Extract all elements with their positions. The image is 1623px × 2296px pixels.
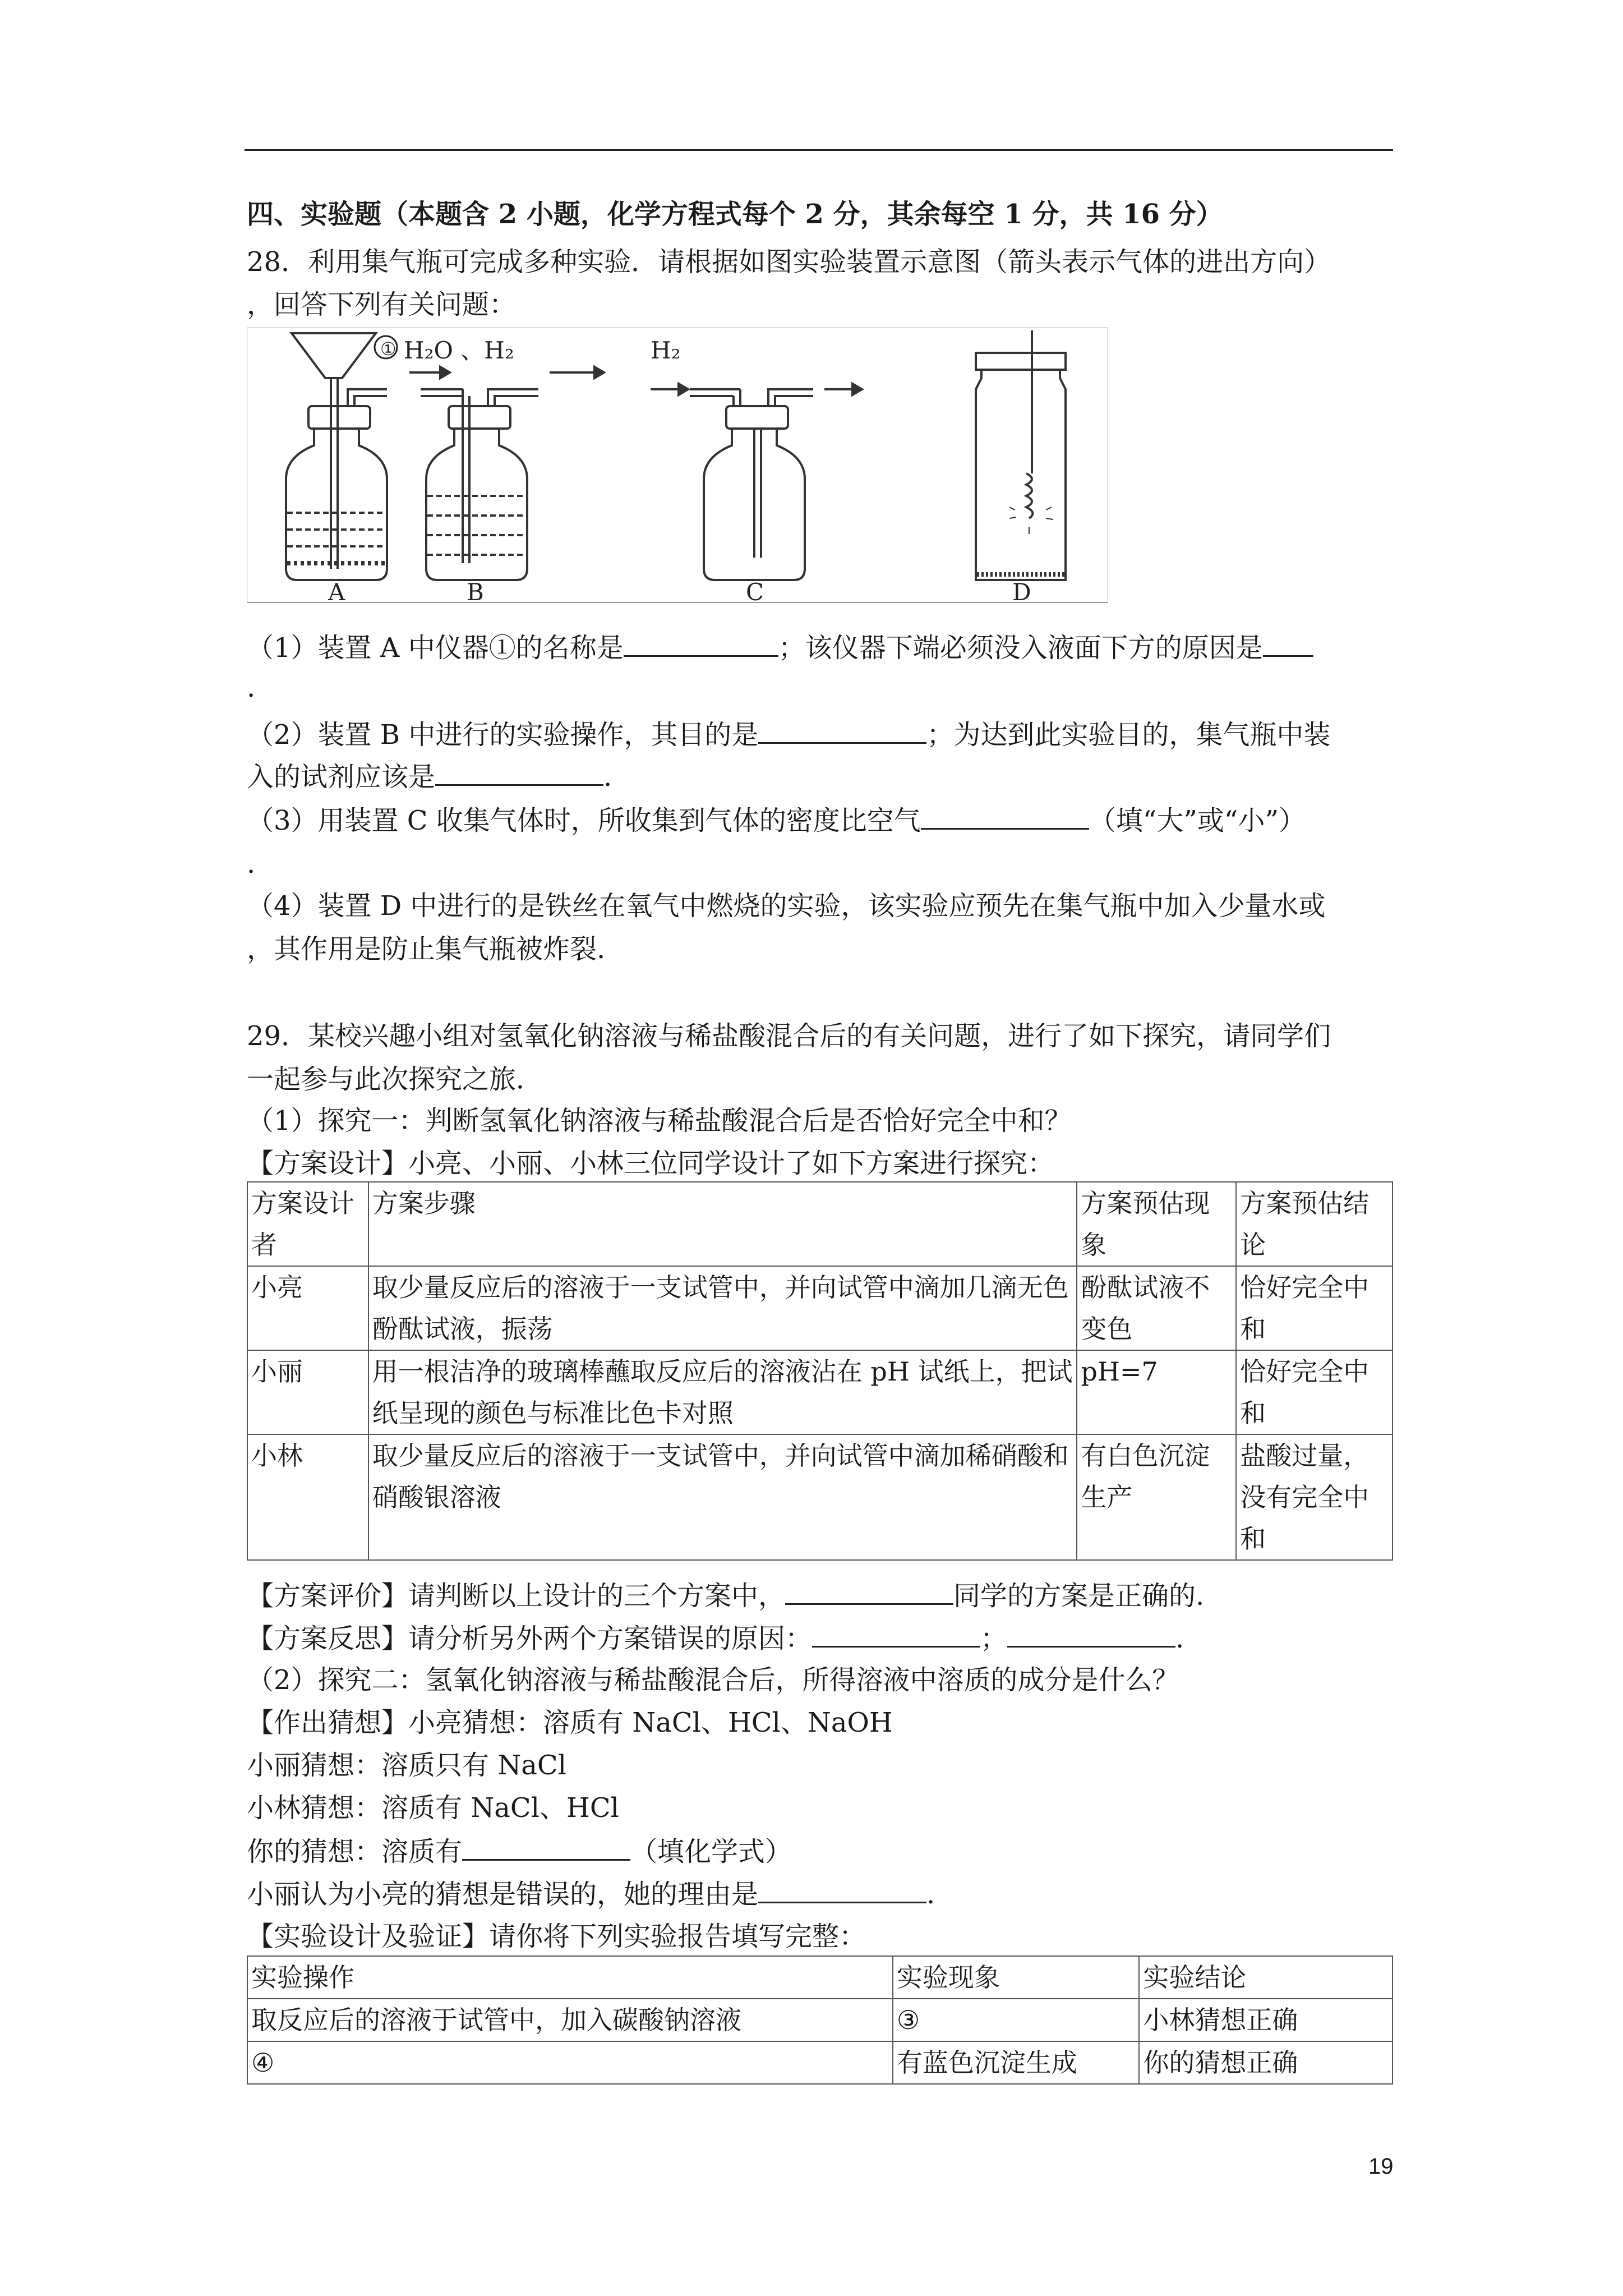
q28-stem-2: ，回答下列有关问题： xyxy=(247,289,517,320)
table-cell: 小亮 xyxy=(247,1266,368,1350)
apparatus-figure xyxy=(247,328,1108,606)
scheme-table xyxy=(247,1181,1393,1561)
answer-blank[interactable] xyxy=(1007,1621,1175,1648)
q28-part1-end: . xyxy=(247,672,256,703)
table-cell: 有蓝色沉淀生成 xyxy=(893,2041,1140,2084)
q29-guess4: 你的猜想：溶质有 （填化学式） xyxy=(247,1834,792,1869)
answer-blank[interactable] xyxy=(435,760,603,786)
q29-stem-2: 一起参与此次探究之旅． xyxy=(247,1064,543,1095)
q28-part3: （3）用装置 C 收集气体时，所收集到气体的密度比空气 （填“大”或“小”） xyxy=(247,803,1306,838)
q28-part1: （1）装置 A 中仪器①的名称是 ；该仪器下端必须没入液面下方的原因是 xyxy=(247,631,1313,665)
table-header-cell: 实验操作 xyxy=(247,1956,893,1999)
q29-reflection: 【方案反思】请分析另外两个方案错误的原因： ； . xyxy=(247,1621,1184,1655)
answer-blank[interactable] xyxy=(812,1621,980,1648)
answer-blank[interactable] xyxy=(785,1579,953,1605)
apparatus-drawing xyxy=(247,328,1108,606)
instrument-label: ① xyxy=(380,338,396,360)
label-d: D xyxy=(1012,578,1031,606)
q29-verify: 【实验设计及验证】请你将下列实验报告填写完整： xyxy=(247,1921,866,1952)
table-cell: 小丽 xyxy=(247,1350,368,1434)
label-c: C xyxy=(746,578,764,606)
q28-part2: （2）装置 B 中进行的实验操作，其目的是 ；为达到此实验目的，集气瓶中装 xyxy=(247,717,1330,752)
answer-blank[interactable] xyxy=(921,803,1089,830)
q29-inquiry1: （1）探究一：判断氢氧化钠溶液与稀盐酸混合后是否恰好完全中和？ xyxy=(247,1105,1072,1137)
answer-blank[interactable] xyxy=(1263,631,1313,657)
report-table xyxy=(247,1955,1393,2085)
table-header-cell: 方案预估结论 xyxy=(1236,1182,1393,1266)
table-header-cell: 方案步骤 xyxy=(368,1182,1077,1266)
table-cell: 有白色沉淀生产 xyxy=(1077,1434,1236,1560)
table-cell: 取少量反应后的溶液于一支试管中，并向试管中滴加稀硝酸和硝酸银溶液 xyxy=(368,1434,1077,1560)
table-header-row xyxy=(247,1956,1393,1999)
table-row xyxy=(247,1999,1393,2041)
table-cell: pH=7 xyxy=(1077,1350,1236,1434)
table-cell: 恰好完全中和 xyxy=(1236,1350,1393,1434)
q28-part4: （4）装置 D 中进行的是铁丝在氧气中燃烧的实验，该实验应预先在集气瓶中加入少量水或 xyxy=(247,890,1326,922)
q28-stem-1: 28．利用集气瓶可完成多种实验．请根据如图实验装置示意图（箭头表示气体的进出方向） xyxy=(247,246,1331,278)
table-row xyxy=(247,1434,1393,1560)
q29-reason: 小丽认为小亮的猜想是错误的，她的理由是 . xyxy=(247,1877,935,1911)
answer-blank[interactable] xyxy=(462,1834,630,1861)
table-header-row xyxy=(247,1182,1393,1266)
table-cell: 用一根洁净的玻璃棒蘸取反应后的溶液沾在 pH 试纸上，把试纸呈现的颜色与标准比色卡对照 xyxy=(368,1350,1077,1434)
table-cell: 盐酸过量，没有完全中和 xyxy=(1236,1434,1393,1560)
answer-blank[interactable] xyxy=(624,631,778,657)
q29-stem-1: 29．某校兴趣小组对氢氧化钠溶液与稀盐酸混合后的有关问题，进行了如下探究，请同学们 xyxy=(247,1020,1331,1052)
q29-guess1: 【作出猜想】小亮猜想：溶质有 NaCl、HCl、NaOH xyxy=(247,1707,893,1738)
table-cell[interactable]: ③ xyxy=(893,1999,1140,2041)
table-header-cell: 方案设计者 xyxy=(247,1182,368,1266)
table-cell: 取反应后的溶液于试管中，加入碳酸钠溶液 xyxy=(247,1999,893,2041)
table-row xyxy=(247,2041,1393,2084)
label-b: B xyxy=(467,578,484,606)
q28-part4-cont: ，其作用是防止集气瓶被炸裂. xyxy=(247,933,606,965)
table-row xyxy=(247,1266,1393,1350)
section-title: 四、实验题（本题含 2 小题，化学方程式每个 2 分，其余每空 1 分，共 16 分） xyxy=(247,199,1223,230)
gas-out-label: H₂ xyxy=(651,337,681,364)
table-cell[interactable]: ④ xyxy=(247,2041,893,2084)
q28-part2-cont: 入的试剂应该是 . xyxy=(247,760,612,794)
header-rule xyxy=(245,149,1393,151)
q29-guess2: 小丽猜想：溶质只有 NaCl xyxy=(247,1750,566,1781)
gas-in-label: H₂O 、H₂ xyxy=(404,337,514,364)
q29-design: 【方案设计】小亮、小丽、小林三位同学设计了如下方案进行探究： xyxy=(247,1148,1055,1179)
table-cell: 小林 xyxy=(247,1434,368,1560)
answer-blank[interactable] xyxy=(758,717,926,744)
table-row xyxy=(247,1350,1393,1434)
table-header-cell: 方案预估现象 xyxy=(1077,1182,1236,1266)
table-header-cell: 实验结论 xyxy=(1139,1956,1393,1999)
q29-inquiry2: （2）探究二：氢氧化钠溶液与稀盐酸混合后，所得溶液中溶质的成分是什么？ xyxy=(247,1664,1179,1696)
table-cell: 小林猜想正确 xyxy=(1139,1999,1393,2041)
answer-blank[interactable] xyxy=(758,1877,926,1903)
table-header-cell: 实验现象 xyxy=(893,1956,1140,1999)
page-number: 19 xyxy=(1368,2154,1394,2179)
table-cell: 恰好完全中和 xyxy=(1236,1266,1393,1350)
table-cell: 你的猜想正确 xyxy=(1139,2041,1393,2084)
q29-guess3: 小林猜想：溶质有 NaCl、HCl xyxy=(247,1792,619,1824)
label-a: A xyxy=(328,578,345,606)
q28-part3-end: . xyxy=(247,848,256,880)
q29-evaluation: 【方案评价】请判断以上设计的三个方案中， 同学的方案是正确的. xyxy=(247,1579,1204,1613)
table-cell: 取少量反应后的溶液于一支试管中，并向试管中滴加几滴无色酚酞试液，振荡 xyxy=(368,1266,1077,1350)
table-cell: 酚酞试液不变色 xyxy=(1077,1266,1236,1350)
